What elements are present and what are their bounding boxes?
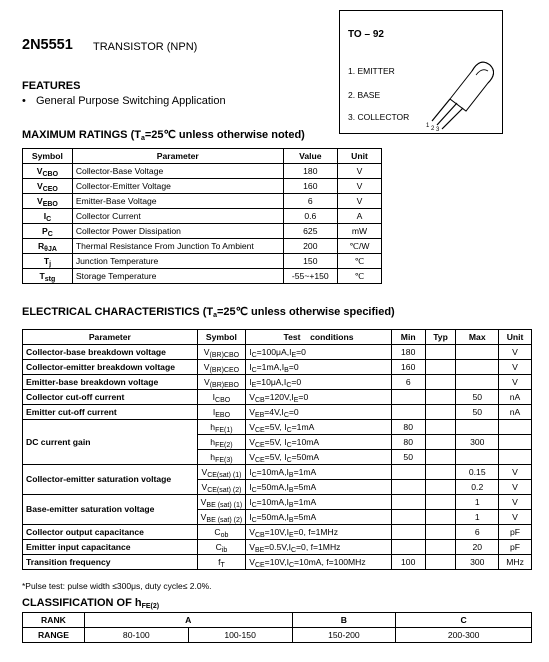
table-row: $V_{CBO}$ Collector-Base Voltage 180 V bbox=[23, 164, 382, 179]
table-row: RANGE 80-100 100-150 150-200 200-300 bbox=[23, 628, 532, 643]
table-row: $V_{CE(sat) (2)}$ $I_C=50mA,I_B=5mA$ 0.2 V bbox=[23, 480, 532, 495]
table-row: $T_{stg}$ Storage Temperature -55~+150 ℃ bbox=[23, 269, 382, 284]
max-ratings-table bbox=[22, 148, 382, 284]
table-row: Collector-emitter breakdown voltage $V_{(BR)CEO}$ $I_C=1mA,I_B=0$ 160 V bbox=[23, 360, 532, 375]
table-row: Collector-emitter saturation voltage $V_{CE(sat) (1)}$ $I_C=10mA,I_B=1mA$ 0.15 V bbox=[23, 465, 532, 480]
features-heading: FEATURES bbox=[22, 80, 81, 92]
pin-2-label: 2. BASE bbox=[348, 90, 381, 100]
table-row: $V_{BE (sat) (2)}$ $I_C=50mA,I_B=5mA$ 1 V bbox=[23, 510, 532, 525]
classification-table bbox=[22, 612, 532, 643]
table-row: $V_{CEO}$ Collector-Emitter Voltage 160 V bbox=[23, 179, 382, 194]
to92-package-icon bbox=[410, 39, 500, 131]
package-name: TO – 92 bbox=[348, 29, 384, 40]
table-row: $V_{EBO}$ Emitter-Base Voltage 6 V bbox=[23, 194, 382, 209]
table-row: RANK A B C bbox=[23, 613, 532, 628]
table-row: $T_j$ Junction Temperature 150 ℃ bbox=[23, 254, 382, 269]
table-row: $h_{FE(3)}$ $V_{CE}=5V$, $I_C=50mA$ 50 bbox=[23, 450, 532, 465]
bullet-icon: • bbox=[22, 95, 26, 107]
electrical-characteristics-table bbox=[22, 329, 532, 570]
table-row: Emitter cut-off current $I_{EBO}$ $V_{EB}=4V,I_C=0$ 50 nA bbox=[23, 405, 532, 420]
table-header-row: Parameter Symbol Test conditions Min Typ Max Unit bbox=[23, 330, 532, 345]
package-box bbox=[339, 10, 503, 134]
pin-3-label: 3. COLLECTOR bbox=[348, 112, 410, 122]
table-row: Emitter-base breakdown voltage $V_{(BR)EBO}$ $I_E=10\mu A,I_C=0$ 6 V bbox=[23, 375, 532, 390]
table-row: Base-emitter saturation voltage $V_{BE (sat) (1)}$ $I_C=10mA,I_B=1mA$ 1 V bbox=[23, 495, 532, 510]
table-row: Collector cut-off current $I_{CBO}$ $V_{CB}=120V,I_E=0$ 50 nA bbox=[23, 390, 532, 405]
classification-heading: CLASSIFICATION OF $h_{FE(2)}$ bbox=[22, 597, 160, 610]
pulse-test-note: *Pulse test: pulse width ≤300μs, duty cycle≤ 2.0%. bbox=[22, 581, 212, 591]
elec-char-heading: ELECTRICAL CHARACTERISTICS ($T_a=25℃$ unless otherwise specified) bbox=[22, 306, 395, 319]
pin-number-2: 2 bbox=[431, 126, 435, 131]
table-row: Transition frequency $f_T$ $V_{CE}=10V,I_C=10mA$, f=100MHz 100 300 MHz bbox=[23, 555, 532, 570]
table-row: Collector-base breakdown voltage $V_{(BR)CBO}$ $I_C=100\mu A,I_E=0$ 180 V bbox=[23, 345, 532, 360]
table-row: $I_C$ Collector Current 0.6 A bbox=[23, 209, 382, 224]
pin-number-3: 3 bbox=[436, 127, 440, 131]
table-row: $P_C$ Collector Power Dissipation 625 mW bbox=[23, 224, 382, 239]
max-ratings-heading: MAXIMUM RATINGS ($T_a=25℃$ unless otherwise noted) bbox=[22, 129, 305, 142]
table-header-row: Symbol Parameter Value Unit bbox=[23, 149, 382, 164]
pin-1-label: 1. EMITTER bbox=[348, 66, 395, 76]
feature-item: • General Purpose Switching Application bbox=[22, 95, 226, 107]
table-row: Emitter input capacitance $C_{ib}$ $V_{BE}=0.5V,I_C=0$, f=1MHz 20 pF bbox=[23, 540, 532, 555]
table-row: DC current gain $h_{FE(1)}$ $V_{CE}=5V$, $I_C=1mA$ 80 bbox=[23, 420, 532, 435]
part-type: TRANSISTOR (NPN) bbox=[93, 41, 198, 53]
table-row: $R_{\theta JA}$ Thermal Resistance From Junction To Ambient 200 ℃/W bbox=[23, 239, 382, 254]
table-row: $h_{FE(2)}$ $V_{CE}=5V$, $I_C=10mA$ 80 300 bbox=[23, 435, 532, 450]
table-row: Collector output capacitance $C_{ob}$ $V_{CB}=10V,I_E=0$, f=1MHz 6 pF bbox=[23, 525, 532, 540]
part-number: 2N5551 bbox=[22, 37, 73, 53]
pin-number-1: 1 bbox=[426, 123, 430, 129]
